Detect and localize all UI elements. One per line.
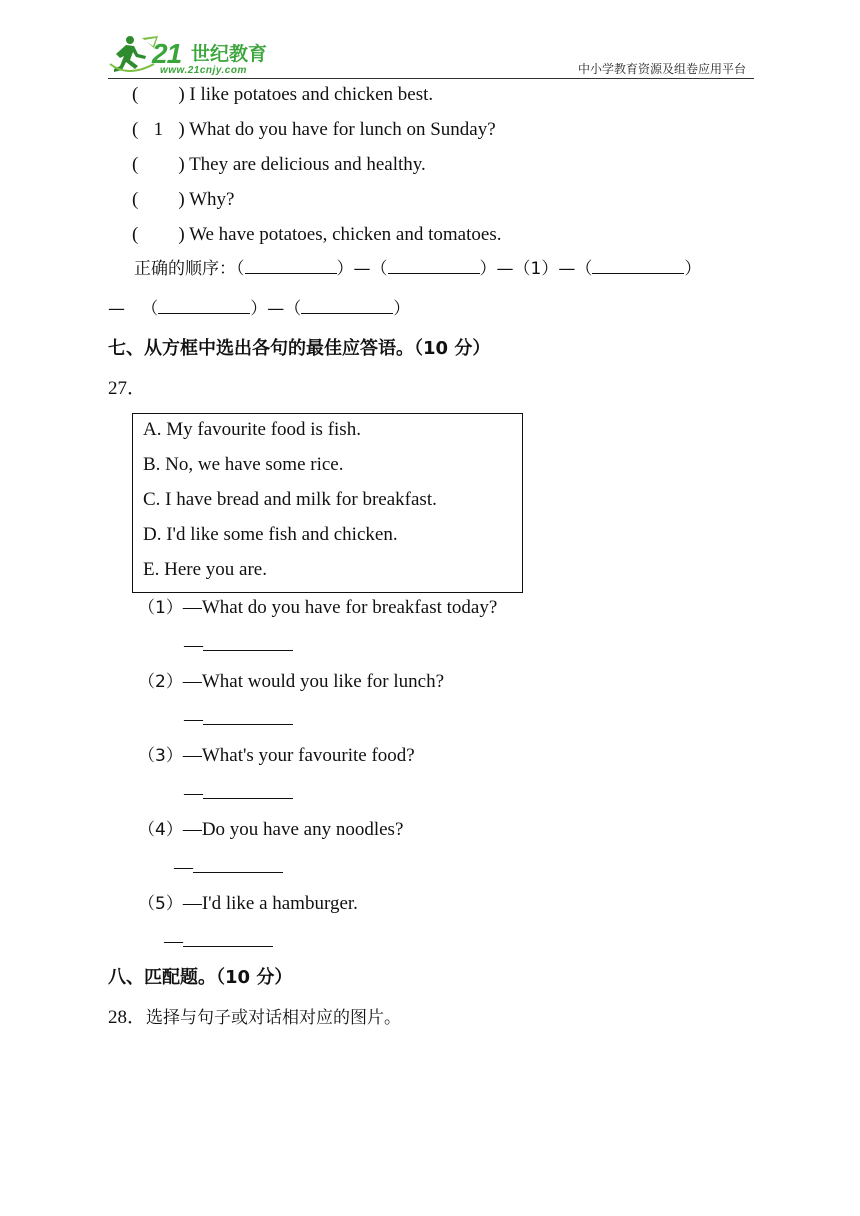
order-blank-5[interactable] [301, 297, 393, 314]
answer-line-2[interactable]: — [184, 706, 293, 732]
ordering-item: ( ) I like potatoes and chicken best. [132, 84, 434, 105]
logo-text: 世纪教育 [191, 43, 268, 65]
logo-number: 21 [152, 38, 182, 69]
order-given: 1 [530, 259, 542, 279]
order-blank-2[interactable] [388, 257, 480, 274]
option-b: B. No, we have some rice. [143, 454, 344, 475]
question-1: （1）—What do you have for breakfast today? [138, 597, 498, 618]
question-3: （3）—What's your favourite food? [138, 745, 415, 766]
order-blank-4[interactable] [158, 297, 250, 314]
correct-order-label: 正确的顺序： [134, 259, 236, 279]
ordering-item: ( ) Why? [132, 189, 235, 210]
question-number: 27． [108, 378, 147, 399]
ordering-sentence: Why? [189, 189, 235, 210]
page-header [0, 0, 860, 82]
correct-order-line: 正确的顺序：（ ）—（ ）—（1）—（ ） [134, 259, 702, 279]
answer-blank[interactable] [203, 780, 293, 799]
ordering-item: ( ) We have potatoes, chicken and tomatoes. [132, 224, 502, 245]
options-box [132, 413, 523, 593]
answer-slot[interactable]: 1 [153, 119, 164, 140]
ordering-item: ( ) They are delicious and healthy. [132, 154, 426, 175]
answer-line-3[interactable]: — [184, 780, 293, 806]
logo [108, 34, 278, 76]
answer-blank[interactable] [193, 854, 283, 873]
ordering-sentence: What do you have for lunch on Sunday? [189, 119, 496, 140]
answer-line-5[interactable]: — [164, 928, 273, 954]
question-5: （5）—I'd like a hamburger. [138, 893, 358, 914]
ordering-item: ( 1 ) What do you have for lunch on Sunday? [132, 119, 496, 140]
ordering-sentence: They are delicious and healthy. [189, 154, 426, 175]
answer-line-1[interactable]: — [184, 632, 293, 658]
section8-heading: 八、匹配题。（10 分） [108, 967, 293, 988]
question-2: （2）—What would you like for lunch? [138, 671, 445, 692]
correct-order-line-continued: — （ ）—（ ） [108, 299, 411, 319]
answer-blank[interactable] [203, 632, 293, 651]
option-c: C. I have bread and milk for breakfast. [143, 489, 437, 510]
header-slogan: 中小学教育资源及组卷应用平台 [577, 62, 746, 76]
option-d: D. I'd like some fish and chicken. [143, 524, 398, 545]
logo-url: www.21cnjy.com [160, 65, 247, 76]
header-divider [108, 78, 754, 79]
answer-blank[interactable] [203, 706, 293, 725]
answer-blank[interactable] [183, 928, 273, 947]
section7-heading: 七、从方框中选出各句的最佳应答语。（10 分） [108, 338, 491, 359]
ordering-sentence: I like potatoes and chicken best. [189, 84, 434, 105]
question-4: （4）—Do you have any noodles? [138, 819, 404, 840]
order-blank-3[interactable] [592, 257, 684, 274]
ordering-sentence: We have potatoes, chicken and tomatoes. [189, 224, 502, 245]
order-blank-1[interactable] [245, 257, 337, 274]
option-a: A. My favourite food is fish. [143, 419, 361, 440]
question-28 [108, 1006, 401, 1030]
question-instruction: 选择与句子或对话相对应的图片。 [146, 1008, 402, 1028]
question-number: 28． [108, 1007, 147, 1028]
option-e: E. Here you are. [143, 559, 267, 580]
answer-line-4[interactable]: — [174, 854, 283, 880]
